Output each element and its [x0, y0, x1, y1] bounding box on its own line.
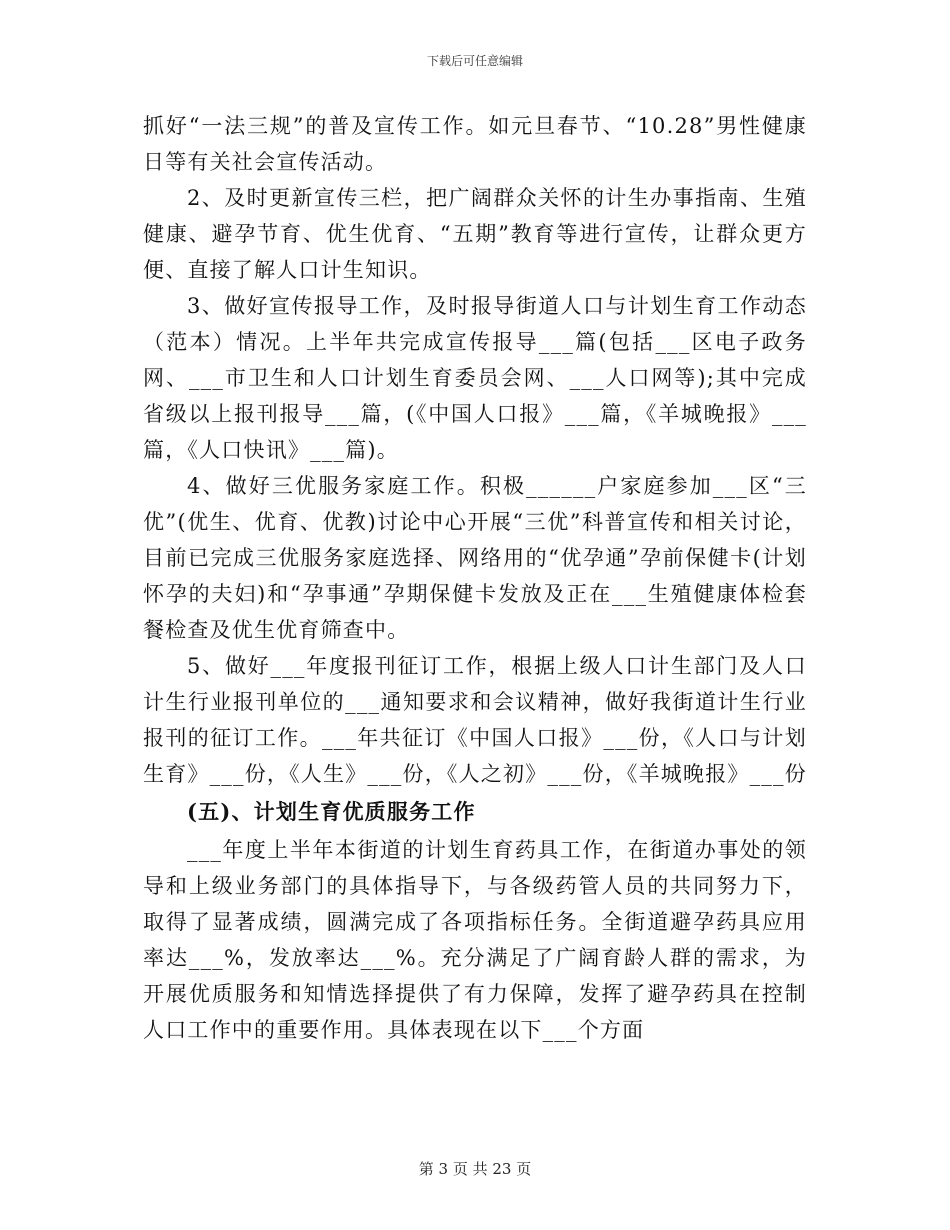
paragraph-item-5: 5、做好___年度报刊征订工作，根据上级人口计生部门及人口计生行业报刊单位的___通知要求和会议精神，做好我街道计生行业报刊的征订工作。___年共征订《中国人口报》___份，《人口与计划生育》___份，《人生》___份，《人之初》___份，《羊城晚报》___份	[143, 654, 807, 786]
paragraph-item-2: 2、及时更新宣传三栏，把广阔群众关怀的计生办事指南、生殖健康、避孕节育、优生优育、“五期”教育等进行宣传，让群众更方便、直接了解人口计生知识。	[143, 186, 807, 282]
paragraph-item-3: 3、做好宣传报导工作，及时报导街道人口与计划生育工作动态（范本）情况。上半年共完成宣传报导___篇(包括___区电子政务网、___市卫生和人口计划生育委员会网、___人口网等);其中完成省级以上报刊报导___篇，(《中国人口报》___篇，《羊城晚报》___篇，《人口快讯》___篇)。	[143, 294, 807, 462]
section-paragraph: ___年度上半年本街道的计划生育药具工作，在街道办事处的领导和上级业务部门的具体指导下，与各级药管人员的共同努力下，取得了显著成绩，圆满完成了各项指标任务。全街道避孕药具应用率达___%，发放率达___%。充分满足了广阔育龄人群的需求，为开展优质服务和知情选择提供了有力保障，发挥了避孕药具在控制人口工作中的重要作用。具体表现在以下___个方面	[143, 838, 807, 1042]
paragraph-item-4: 4、做好三优服务家庭工作。积极______户家庭参加___区“三优”(优生、优育、优教)讨论中心开展“三优”科普宣传和相关讨论，目前已完成三优服务家庭选择、网络用的“优孕通”孕前保健卡(计划怀孕的夫妇)和“孕事通”孕期保健卡发放及正在___生殖健康体检套餐检查及优生优育筛查中。	[143, 474, 807, 642]
page-footer: 第 3 页 共 23 页	[418, 1160, 532, 1178]
section-heading: (五)、计划生育优质服务工作	[187, 799, 476, 824]
page-header: 下载后可任意编辑	[426, 54, 523, 68]
paragraph-continuation: 抓好“一法三规”的普及宣传工作。如元旦春节、“10.28”男性健康日等有关社会宣传活动。	[143, 114, 807, 174]
document-body	[143, 108, 807, 1048]
